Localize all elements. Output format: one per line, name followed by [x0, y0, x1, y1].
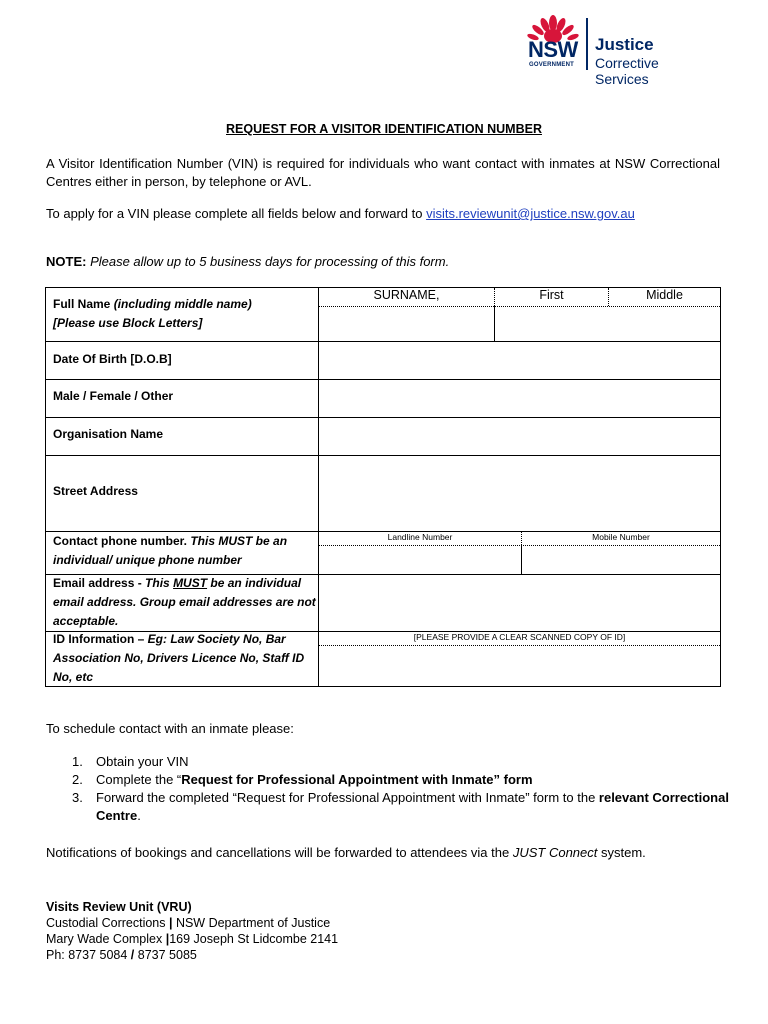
footer-phone: Ph: 8737 5084 / 8737 5085: [46, 948, 197, 962]
id-information-label: ID Information – Eg: Law Society No, Bar Association No, Drivers Licence No, Staff ID No, etc: [53, 632, 305, 684]
middle-name-header: Middle: [646, 288, 683, 302]
mobile-input[interactable]: [522, 546, 721, 574]
note-label: NOTE:: [46, 254, 87, 269]
contact-phone-label: Contact phone number. This MUST be an individual/ unique phone number: [53, 534, 288, 567]
landline-input[interactable]: [319, 546, 521, 574]
vin-request-form: [45, 287, 721, 687]
email-input[interactable]: [319, 575, 721, 631]
visits-review-email-link[interactable]: visits.reviewunit@justice.nsw.gov.au: [426, 206, 635, 221]
logo-nsw-text: NSW: [528, 37, 578, 62]
schedule-steps-list: [46, 753, 736, 825]
intro-paragraph: A Visitor Identification Number (VIN) is required for individuals who want contact with inmates at NSW Correctional Centres either in person, by telephone or AVL.: [46, 156, 720, 189]
id-header: [PLEASE PROVIDE A CLEAR SCANNED COPY OF ID]: [413, 632, 626, 642]
id-information-input[interactable]: [319, 646, 721, 686]
full-name-label: Full Name (including middle name) [Please use Block Letters]: [53, 297, 252, 330]
street-address-input[interactable]: [319, 456, 721, 531]
mobile-header: Mobile Number: [592, 532, 650, 542]
logo-justice-text: Justice: [595, 35, 654, 54]
apply-paragraph: [46, 205, 720, 223]
landline-header: Landline Number: [387, 532, 453, 542]
first-name-header: First: [539, 288, 564, 302]
footer-line-1: Custodial Corrections | NSW Department of Justice: [46, 916, 331, 930]
street-address-label: Street Address: [53, 484, 138, 498]
apply-text: To apply for a VIN please complete all fields below and forward to: [46, 206, 427, 221]
logo-corrective-services-text: Corrective Services: [595, 55, 659, 87]
notifications-paragraph: Notifications of bookings and cancellations will be forwarded to attendees via the JUST Connect system.: [46, 845, 646, 860]
gender-label: Male / Female / Other: [53, 389, 174, 403]
gender-input[interactable]: [319, 380, 721, 417]
list-item: 3. Forward the completed “Request for Professional Appointment with Inmate” form to the relevant Correctional Centre.: [72, 790, 729, 823]
dob-input[interactable]: [319, 342, 721, 379]
dob-label: Date Of Birth [D.O.B]: [53, 352, 172, 366]
list-item: 1. Obtain your VIN: [72, 754, 189, 769]
logo-government-text: GOVERNMENT: [529, 62, 575, 68]
surname-input[interactable]: [319, 307, 494, 341]
footer-unit: Visits Review Unit (VRU): [46, 900, 192, 914]
logo-divider: [586, 18, 588, 70]
list-item: 2. Complete the “Request for Professional Appointment with Inmate” form: [72, 772, 533, 787]
note-text: Please allow up to 5 business days for processing of this form.: [86, 254, 450, 269]
organisation-input[interactable]: [319, 418, 721, 455]
first-middle-name-input[interactable]: [495, 307, 721, 341]
document-title: REQUEST FOR A VISITOR IDENTIFICATION NUMBER: [226, 122, 542, 136]
schedule-intro: To schedule contact with an inmate please:: [46, 721, 294, 736]
email-label: Email address - This MUST be an individual email address. Group email addresses are not acceptable.: [53, 576, 316, 628]
footer-line-2: Mary Wade Complex |169 Joseph St Lidcombe 2141: [46, 932, 339, 946]
surname-header: SURNAME,: [373, 288, 440, 302]
footer-contact: [46, 899, 338, 963]
organisation-label: Organisation Name: [53, 427, 164, 441]
note-paragraph: [46, 253, 720, 271]
